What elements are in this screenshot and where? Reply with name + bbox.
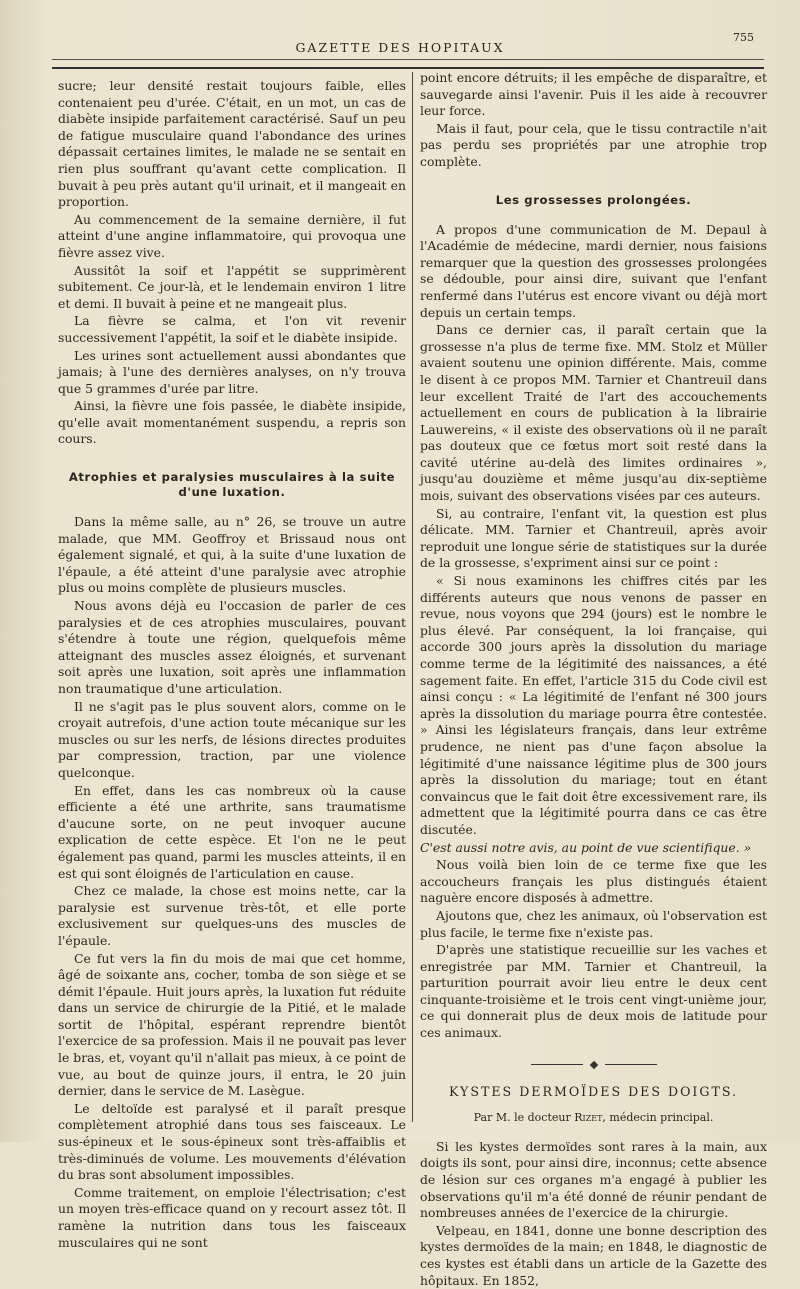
paragraph: La fièvre se calma, et l'on vit revenir successivement l'appétit, la soif et le diabète insipide. <box>58 313 406 345</box>
left-column <box>58 78 406 1251</box>
byline-author: Rizet <box>574 1111 603 1125</box>
header-rule-thin <box>52 59 764 60</box>
right-column <box>420 70 767 1289</box>
paragraph: Le deltoïde est paralysé et il paraît presque complètement atrophié dans tous ses faisceaux. Le sus-épineux et le sous-épineux sont très-affaiblis et très-diminués de volume. Les mouvements d'élévation du bras sont absolument impossibles. <box>58 1100 406 1183</box>
paragraph: Nous voilà bien loin de ce terme fixe que les accoucheurs français les plus distingués étaient naguère encore disposés à admettre. <box>420 857 767 906</box>
running-title: GAZETTE DES HOPITAUX <box>295 40 505 55</box>
italic-quote-line: C'est aussi notre avis, au point de vue scientifique. » <box>420 839 752 855</box>
paragraph: Il ne s'agit pas le plus souvent alors, comme on le croyait autrefois, d'une action toute mécanique sur les muscles ou sur les nerfs, de lésions directes produites par compression, traction, par une violence quelconque. <box>58 698 406 780</box>
paragraph: Si les kystes dermoïdes sont rares à la main, aux doigts ils sont, pour ainsi dire, inconnus; cette absence de lésion sur ces organes m'a engagé à publier les observations qu'il m'a été donné de réunir pendant de nombreuses années de l'exercice de la chirurgie. <box>420 1138 767 1221</box>
ornament-line <box>605 1064 657 1065</box>
section-subheading: Les grossesses prolongées. <box>495 192 692 207</box>
paragraph: En effet, dans les cas nombreux où la cause efficiente a été une arthrite, sans traumatisme d'aucune sorte, on ne peut invoquer aucune explication de cette espèce. Et l'on ne le peut également pas quand, parmi les muscles atteints, il en est qui sont éloignés de l'articulation en cause. <box>58 782 406 881</box>
paragraph: A propos d'une communication de M. Depaul à l'Académie de médecine, mardi dernier, nous faisions remarquer que la question des grossesses prolongées se dédouble, pour ainsi dire, suivant que l'enfant renfermé dans l'utérus est encore vivant ou déjà mort depuis un certain temps. <box>420 221 767 320</box>
ornament-line <box>531 1064 583 1065</box>
byline-suffix: , médecin principal. <box>602 1111 714 1125</box>
paragraph: Comme traitement, on emploie l'électrisation; c'est un moyen très-efficace quand on y recourt assez tôt. Il ramène la nutrition dans tous les faisceaux musculaires qui ne sont <box>58 1184 406 1250</box>
paragraph: Chez ce malade, la chose est moins nette, car la paralysie est survenue très-tôt, et elle porte exclusivement sur quelques-uns des muscles de l'épaule. <box>58 883 406 948</box>
paragraph: « Si nous examinons les chiffres cités par les différents auteurs que nous venons de passer en revue, nous voyons que 294 (jours) est le nombre le plus élevé. Par conséquent, la loi française, qui accorde 300 jours après la dissolution du mariage comme terme de la légitimité des naissances, a été sagement faite. En effet, l'article 315 du Code civil est ainsi conçu : « La légitimité de l'enfant né 300 jours après la dissolution du mariage pourra être contestée. » Ainsi les législateurs français, dans leur extrême prudence, ne nient pas d'une façon absolue la légitimité d'une naissance légitime plus de 300 jours après la dissolution du mariage; tout en étant convaincus que le fait doit être excessivement rare, ils admettent que la légitimité pourra dans ce cas être discutée. <box>420 573 767 837</box>
section-subheading: Atrophies et paralysies musculaires à la suite d'une luxation. <box>68 470 396 500</box>
header-rule-thick <box>52 67 764 69</box>
article-title: KYSTES DERMOÏDES DES DOIGTS. <box>448 1083 739 1099</box>
paragraph: Ainsi, la fièvre une fois passée, le diabète insipide, qu'elle avait momentanément suspendu, a repris son cours. <box>58 398 406 447</box>
paragraph: Ce fut vers la fin du mois de mai que cet homme, âgé de soixante ans, cocher, tomba de son siège et se démit l'épaule. Huit jours après, la luxation fut réduite dans un service de chirurgie de la Pitié, et le malade sortit de l'hôpital, espérant reprendre bientôt l'exercice de sa profession. Mais il ne pouvait pas lever le bras, et, voyant qu'il n'allait pas mieux, à ce point de vue, au bout de quinze jours, il entra, le 20 juin dernier, dans le service de M. Lasègue. <box>58 950 406 1099</box>
paragraph: Si, au contraire, l'enfant vit, la question est plus délicate. MM. Tarnier et Chantreuil, après avoir reproduit une longue série de statistiques sur la durée de la grossesse, s'expriment ainsi sur ce point : <box>420 505 767 571</box>
ornamental-divider <box>420 1062 767 1068</box>
page-number: 755 <box>733 31 754 44</box>
ornament-diamond-icon <box>589 1060 597 1068</box>
paragraph: Au commencement de la semaine dernière, il fut atteint d'une angine inflammatoire, qui provoqua une fièvre assez vive. <box>58 211 406 260</box>
article-byline <box>420 1110 767 1127</box>
paragraph: point encore détruits; il les empêche de disparaître, et sauvegarde ainsi l'avenir. Puis il les aide à recouvrer leur force. <box>420 70 767 119</box>
paragraph: Mais il faut, pour cela, que le tissu contractile n'ait pas perdu ses propriétés par une atrophie trop complète. <box>420 120 767 169</box>
paragraph: Nous avons déjà eu l'occasion de parler de ces paralysies et de ces atrophies musculaires, pouvant s'étendre à toute une région, quelquefois même atteignant des muscles assez éloignés, et survenant soit après une luxation, soit après une inflammation non traumatique d'une articulation. <box>58 598 406 696</box>
paragraph: Ajoutons que, chez les animaux, où l'observation est plus facile, le terme fixe n'existe pas. <box>420 907 767 940</box>
paragraph: Velpeau, en 1841, donne une bonne description des kystes dermoïdes de la main; en 1848, le diagnostic de ces kystes est établi dans un article de la Gazette des hôpitaux. En 1852, <box>420 1222 767 1288</box>
paragraph: Dans ce dernier cas, il paraît certain que la grossesse n'a plus de terme fixe. MM. Stolz et Müller avaient soutenu une opinion différente. Mais, comme le disent à ce propos MM. Tarnier et Chantreuil dans leur excellent Traité de l'art des accouchements actuellement en cours de publication à la librairie Lauwereins, « il existe des observations où il ne paraît pas douteux que ce fœtus mort soit resté dans la cavité utérine au-delà des limites ordinaires », jusqu'au douzième et même jusqu'au dix-septième mois, suivant des observations visées par ces auteurs. <box>420 322 767 504</box>
byline-prefix: Par M. le docteur <box>473 1111 571 1125</box>
paragraph: Les urines sont actuellement aussi abondantes que jamais; à l'une des dernières analyses, on n'y trouva que 5 grammes d'urée par litre. <box>58 347 406 396</box>
paragraph: Dans la même salle, au n° 26, se trouve un autre malade, que MM. Geoffroy et Brissaud nous ont également signalé, et qui, à la suite d'une luxation de l'épaule, a été atteint d'une paralysie avec atrophie plus ou moins complète de plusieurs muscles. <box>58 514 406 596</box>
paragraph: Aussitôt la soif et l'appétit se supprimèrent subitement. Ce jour-là, et le lendemain environ 1 litre et demi. Il buvait à peine et ne mangeait plus. <box>58 262 406 311</box>
paragraph: D'après une statistique recueillie sur les vaches et enregistrée par MM. Tarnier et Chantreuil, la parturition pourrait avoir lieu entre le deux cent cinquante-troisième et le trois cent vingt-unième jour, ce qui donnerait plus de deux mois de latitude pour ces animaux. <box>420 942 767 1041</box>
paragraph: sucre; leur densité restait toujours faible, elles contenaient peu d'urée. C'était, en un mot, un cas de diabète insipide parfaitement caractérisé. Sauf un peu de fatigue musculaire quand l'abondance des urines dépassait certaines limites, le malade ne se sentait en rien plus souffrant qu'avant cette complication. Il buvait à peu près autant qu'il urinait, et il mangeait en proportion. <box>58 78 406 210</box>
column-divider <box>412 72 413 1122</box>
